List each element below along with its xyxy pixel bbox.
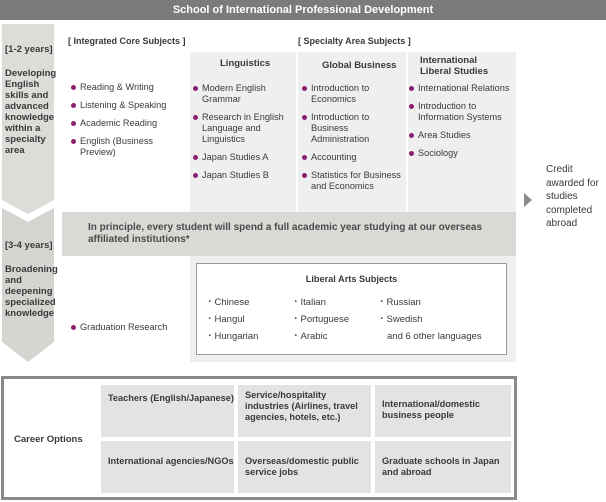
list-item: Modern English Grammar [193,83,293,105]
list-item: Introduction to Economics [302,83,404,105]
bullet-icon [302,115,307,120]
stage1-years: [1-2 years] [5,44,53,55]
career-option: International/domestic business people [375,385,511,437]
credit-note: Credit awarded for studies completed abroad [546,164,599,229]
bullet-icon [409,86,414,91]
bullet-icon [193,86,198,91]
bullet-icon [409,151,414,156]
list-item: Area Studies [409,130,515,141]
specialty-column-list [193,83,293,181]
list-item: Accounting [302,152,404,163]
liberal-arts-title: Liberal Arts Subjects [305,274,398,284]
language-column: ・Chinese ・Hangul ・Hungarian [205,297,259,342]
bullet-icon [302,86,307,91]
specialty-column-title: International Liberal Studies [420,55,489,77]
career-option: Overseas/domestic public service jobs [238,441,371,493]
specialty-column-international-liberal-studies [408,52,516,212]
liberal-arts-box [196,263,507,355]
specialty-column-list [409,83,515,159]
career-option: International agencies/NGOs [101,441,234,493]
bullet-icon [71,139,76,144]
specialty-subjects-heading: [ Specialty Area Subjects ] [298,36,411,46]
list-item: International Relations [409,83,515,94]
list-item: Academic Reading [71,118,183,129]
list-item: Research in English Language and Linguistics [193,112,293,145]
specialty-column-title: Linguistics [220,58,271,69]
list-item: English (Business Preview) [71,136,161,158]
bullet-icon [302,155,307,160]
stage1-description: Developing English skills and advanced knowledge within a specialty area [5,68,57,156]
list-item: Sociology [409,148,515,159]
bullet-icon [71,121,76,126]
specialty-column-list [302,83,404,192]
specialty-column-title: Global Business [322,60,397,71]
page-header: School of International Professional Development [0,0,606,20]
specialty-column-global-business [298,52,406,212]
bullet-icon [71,325,76,330]
list-item: Introduction to Business Administration [302,112,404,145]
graduation-research-list [71,322,181,340]
specialty-column-linguistics [190,52,296,212]
bullet-icon [409,133,414,138]
bullet-icon [193,155,198,160]
list-item: Japan Studies A [193,152,293,163]
core-subjects-heading: [ Integrated Core Subjects ] [68,36,186,46]
list-item: Statistics for Business and Economics [302,170,404,192]
bullet-icon [193,173,198,178]
study-abroad-band: In principle, every student will spend a full academic year studying at our overseas affiliated institutions* [62,212,516,256]
career-option: Service/hospitality industries (Airlines, travel agencies, hotels, etc.) [238,385,371,437]
bullet-icon [71,85,76,90]
list-item: Japan Studies B [193,170,293,181]
language-column: ・Russian ・Swedish and 6 other languages [377,297,482,342]
stage2-description: Broadening and deepening specialized knowledge [5,264,58,319]
career-options-label: Career Options [14,434,83,445]
list-item: Reading & Writing [71,82,183,93]
career-option: Teachers (English/Japanese) [101,385,234,437]
bullet-icon [71,103,76,108]
core-subjects-list [71,82,183,165]
bullet-icon [302,173,307,178]
list-item: Introduction to Information Systems [409,101,515,123]
bullet-icon [409,104,414,109]
list-item: Graduation Research [71,322,181,333]
list-item: Listening & Speaking [71,100,183,111]
career-option: Graduate schools in Japan and abroad [375,441,511,493]
career-options-box [1,376,517,500]
stage2-years: [3-4 years] [5,240,53,251]
bullet-icon [193,115,198,120]
arrow-right-icon [524,193,532,207]
language-column: ・Italian ・Portuguese ・Arabic [291,297,350,342]
